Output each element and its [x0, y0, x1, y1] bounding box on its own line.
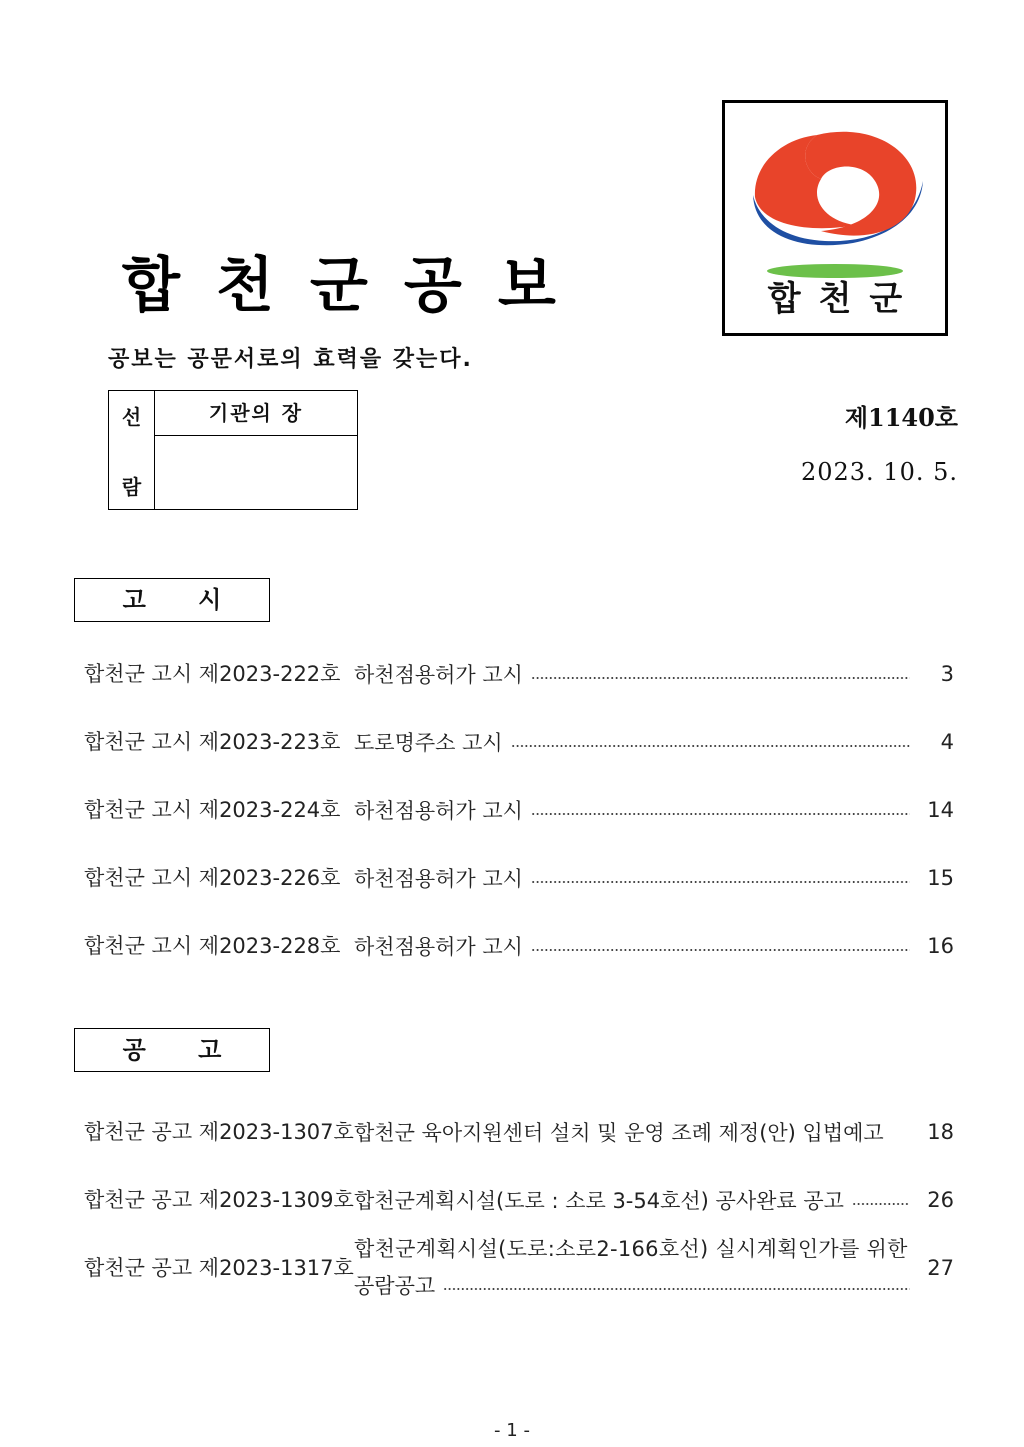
announcement-entry[interactable]	[84, 1112, 954, 1152]
county-logo	[722, 100, 948, 336]
leader-dots	[531, 881, 910, 883]
page-number: - 1 -	[494, 1420, 530, 1441]
entry-number: 합천군 고시 제2023-222호	[84, 662, 341, 686]
leader-dots	[531, 949, 910, 951]
entry-title-line2-row	[354, 1266, 910, 1304]
entry-page: 3	[940, 662, 954, 686]
entry-number: 합천군 고시 제2023-226호	[84, 866, 341, 890]
entry-title-row	[354, 1180, 910, 1220]
leader-dots	[443, 1288, 910, 1290]
entry-page: 27	[927, 1256, 954, 1280]
entry-title: 하천점용허가 고시	[354, 867, 523, 891]
section-notices-title: 고 시	[74, 578, 270, 622]
entry-title-block	[354, 1232, 910, 1304]
entry-title: 합천군 육아지원센터 설치 및 운영 조례 제정(안) 입법예고	[354, 1121, 884, 1145]
entry-title-row	[354, 926, 910, 966]
issue-date: 2023. 10. 5.	[800, 458, 958, 486]
approval-label-bottom: 람	[121, 475, 142, 499]
approval-label-top: 선	[121, 405, 142, 429]
notice-entry[interactable]	[84, 722, 954, 762]
entry-title-row	[354, 790, 910, 830]
entry-title-line2: 공람공고	[354, 1274, 436, 1298]
section-announcements-title: 공 고	[74, 1028, 270, 1072]
entry-title-row	[354, 654, 910, 694]
entry-title: 하천점용허가 고시	[354, 799, 523, 823]
issue-number: 제1140호	[844, 403, 958, 432]
entry-page: 14	[927, 798, 954, 822]
entry-number: 합천군 공고 제2023-1307호	[84, 1120, 354, 1144]
entry-page: 16	[927, 934, 954, 958]
approval-head: 기관의 장	[155, 391, 357, 436]
notice-entry[interactable]	[84, 926, 954, 966]
entry-title: 하천점용허가 고시	[354, 663, 523, 687]
notice-entry[interactable]	[84, 654, 954, 694]
entry-title: 합천군계획시설(도로 : 소로 3-54호선) 공사완료 공고	[354, 1189, 844, 1213]
leader-dots	[511, 745, 910, 747]
entry-number: 합천군 고시 제2023-224호	[84, 798, 341, 822]
entry-number: 합천군 고시 제2023-223호	[84, 730, 341, 754]
approval-box	[108, 390, 358, 510]
entry-page: 4	[940, 730, 954, 754]
entry-page: 26	[927, 1188, 954, 1212]
gazette-title: 합천군공보	[122, 251, 592, 321]
announcement-entry[interactable]	[84, 1232, 954, 1304]
logo-text: 합천군	[767, 279, 921, 319]
leader-dots	[852, 1203, 910, 1205]
entry-title-row	[354, 1112, 910, 1152]
entry-title: 도로명주소 고시	[354, 731, 503, 755]
approval-label-column	[109, 391, 155, 509]
announcement-entry[interactable]	[84, 1180, 954, 1220]
entry-page: 18	[927, 1120, 954, 1144]
leader-dots	[531, 813, 910, 815]
entry-page: 15	[927, 866, 954, 890]
entry-title-row	[354, 722, 910, 762]
notice-entry[interactable]	[84, 790, 954, 830]
entry-number: 합천군 고시 제2023-228호	[84, 934, 341, 958]
gazette-subtitle: 공보는 공문서로의 효력을 갖는다.	[108, 347, 473, 372]
entry-title-row	[354, 858, 910, 898]
entry-number: 합천군 공고 제2023-1317호	[84, 1256, 354, 1280]
entry-title-line1: 합천군계획시설(도로:소로2-166호선) 실시계획인가를 위한	[354, 1237, 908, 1261]
entry-number: 합천군 공고 제2023-1309호	[84, 1188, 354, 1212]
entry-title: 하천점용허가 고시	[354, 935, 523, 959]
leader-dots	[531, 677, 910, 679]
notice-entry[interactable]	[84, 858, 954, 898]
